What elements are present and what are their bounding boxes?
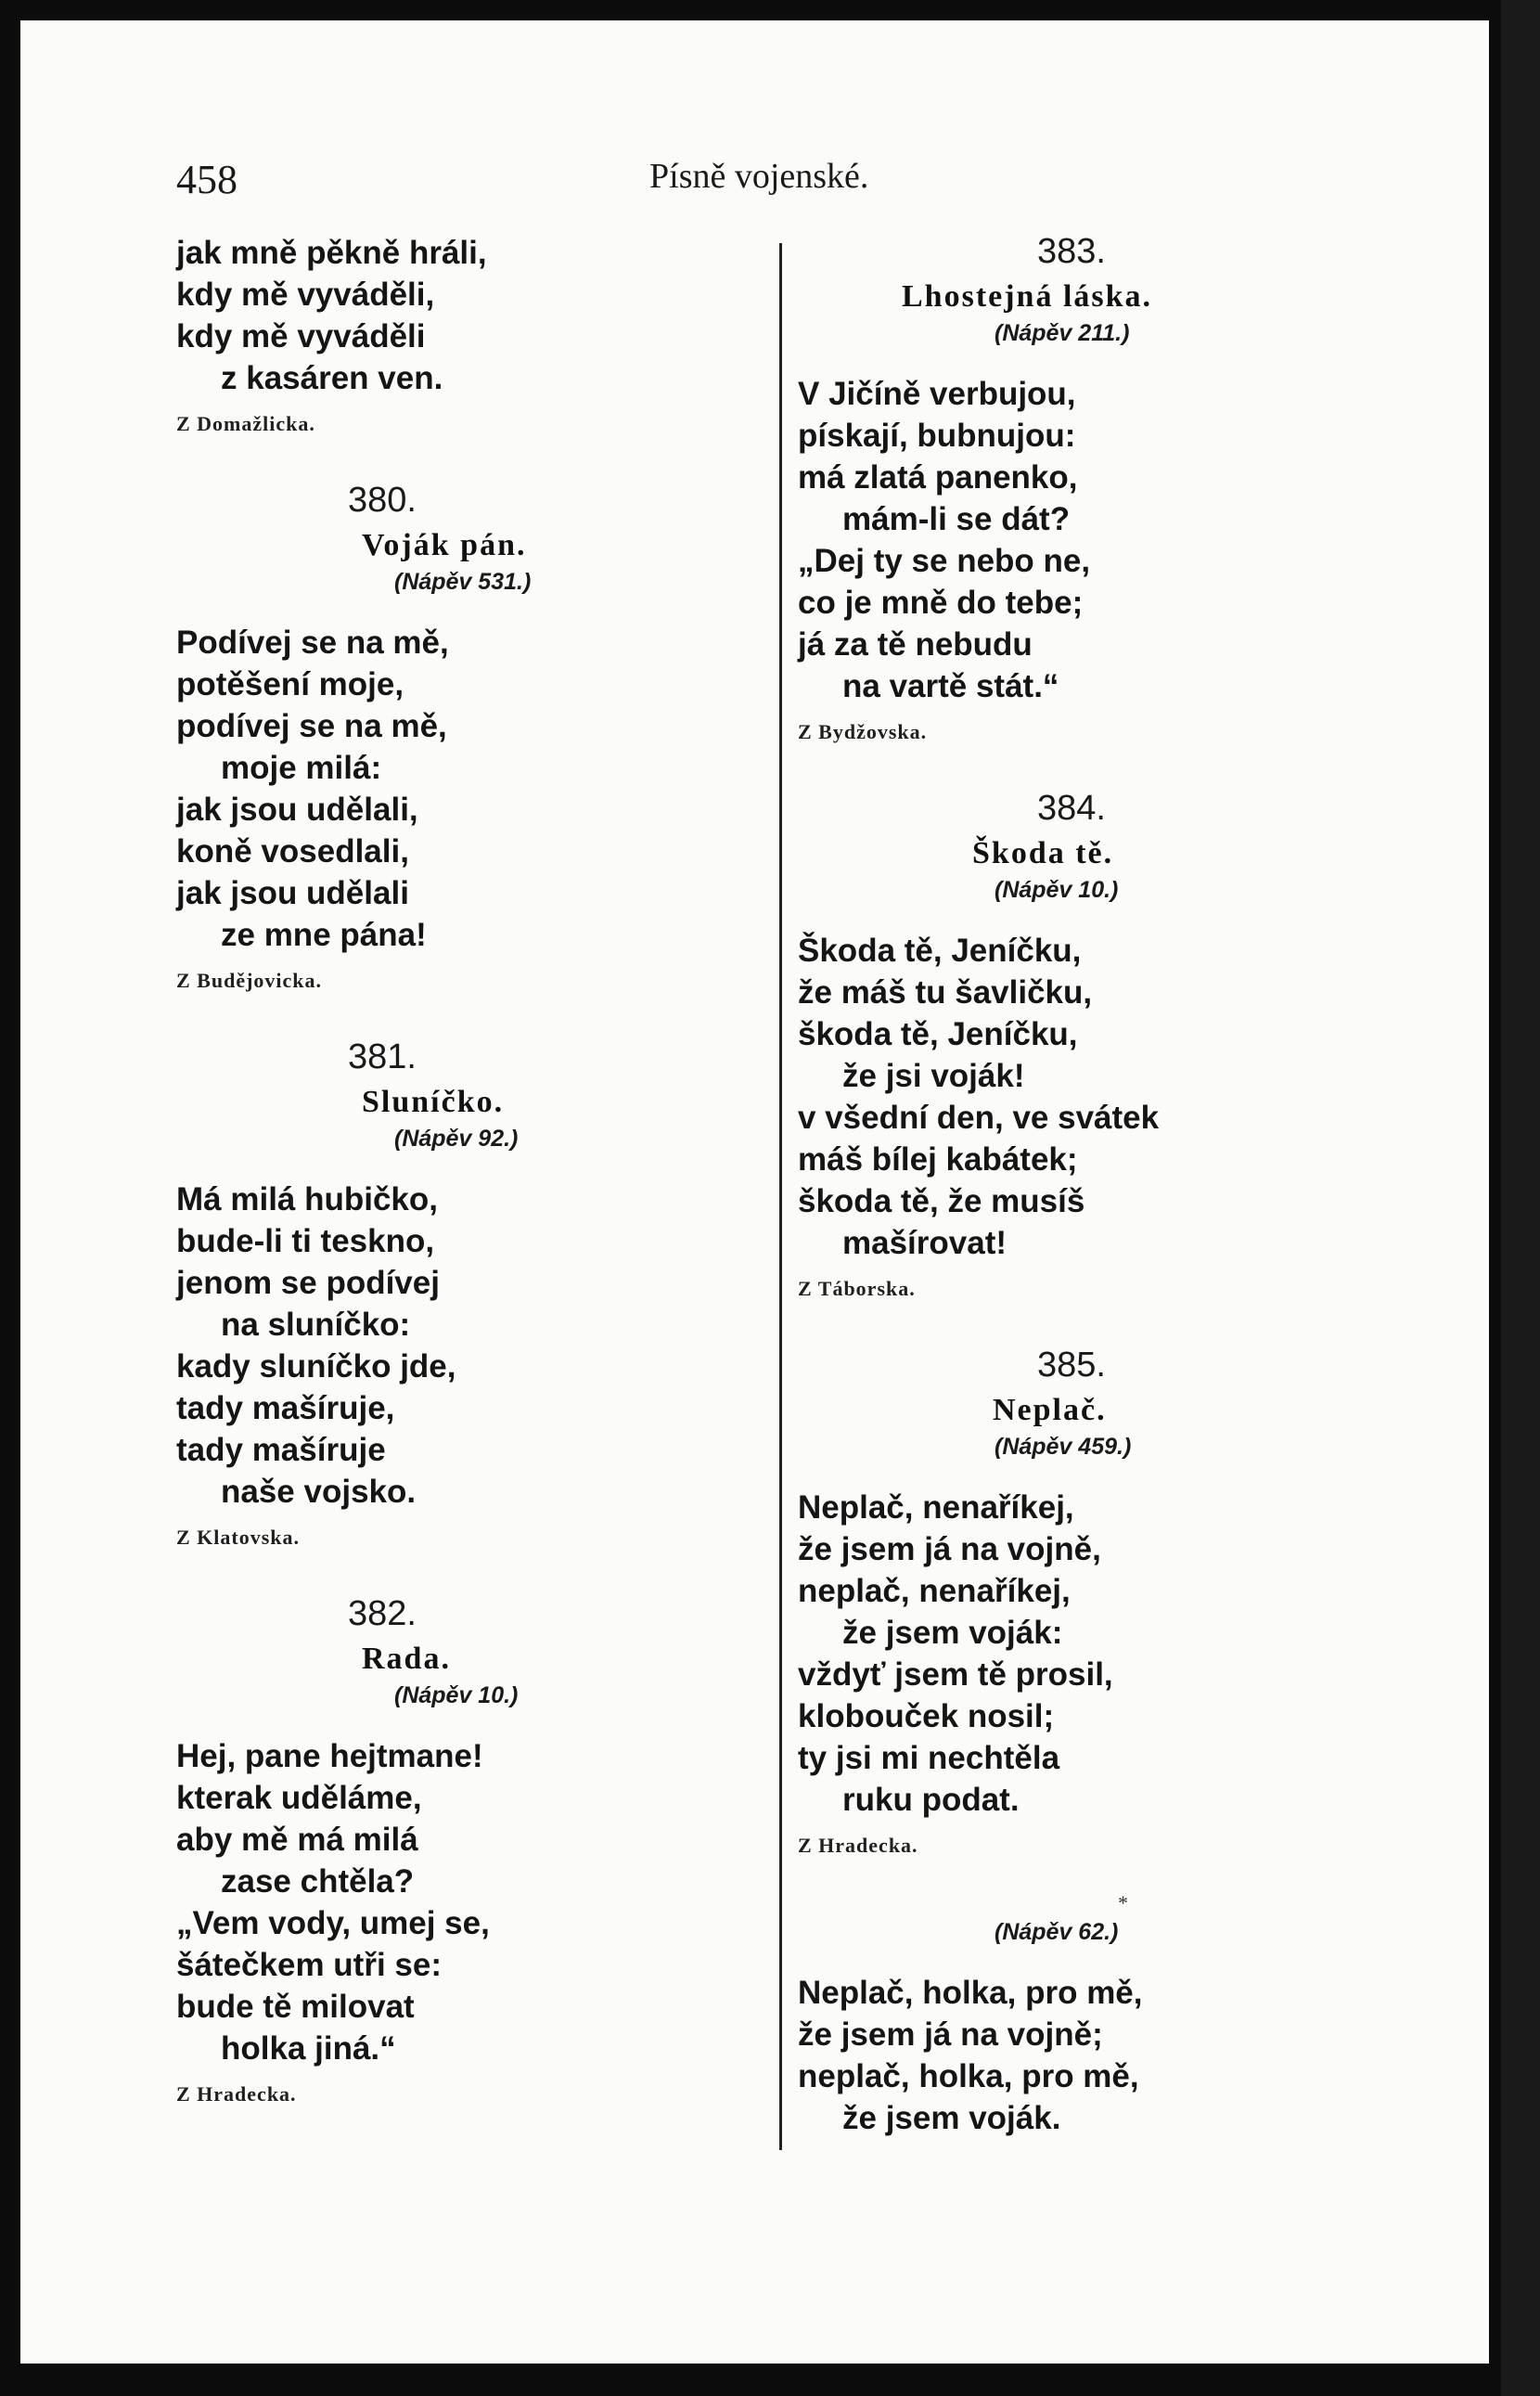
verse-line: že jsem voják.: [842, 2100, 1061, 2136]
verse-line: vždyť jsem tě prosil,: [798, 1656, 1113, 1693]
verse-line: jak jsou udělali: [176, 875, 409, 911]
song-tune: (Nápěv 62.): [995, 1919, 1119, 1945]
verse-line: ze mne pána!: [221, 917, 427, 953]
verse-line: Má milá hubičko,: [176, 1181, 438, 1217]
song-title: Neplač.: [993, 1393, 1107, 1427]
song-tune: (Nápěv 10.): [394, 1682, 519, 1708]
verse-line: holka jiná.“: [221, 2030, 396, 2067]
song-number: 380.: [348, 481, 417, 520]
song-number: 382.: [348, 1594, 417, 1633]
verse-line: z kasáren ven.: [221, 360, 443, 396]
verse-line: moje milá:: [221, 750, 382, 786]
left-column: [176, 232, 751, 2106]
song-source: Z Hradecka.: [176, 2082, 297, 2106]
verse-line: šátečkem utři se:: [176, 1947, 442, 1983]
song-source: Z Budějovicka.: [176, 969, 323, 992]
verse-line: kady sluníčko jde,: [176, 1348, 456, 1385]
verse-line: že jsem já na vojně,: [798, 1531, 1101, 1567]
song-number: 383.: [1037, 232, 1106, 271]
verse-line: koně vosedlali,: [176, 833, 409, 870]
verse-line: pískají, bubnujou:: [798, 418, 1076, 454]
verse-line: podívej se na mě,: [176, 708, 447, 744]
verse-line: má zlatá panenko,: [798, 459, 1078, 496]
verse-line: jak mně pěkně hráli,: [176, 235, 487, 271]
verse-line: zase chtěla?: [221, 1863, 415, 1900]
song-source: Z Táborska.: [798, 1277, 916, 1300]
variant-marker: *: [1118, 1891, 1128, 1914]
verse-line: že jsem voják:: [842, 1615, 1063, 1651]
song-source: Z Hradecka.: [798, 1834, 918, 1857]
verse-line: bude-li ti teskno,: [176, 1223, 435, 1259]
verse-line: klobouček nosil;: [798, 1698, 1055, 1734]
song-tune: (Nápěv 531.): [394, 569, 532, 595]
song-title: Voják pán.: [362, 528, 527, 562]
song-source: Z Klatovska.: [176, 1526, 301, 1549]
song-source: Z Domažlicka.: [176, 412, 315, 435]
verse-line: „Vem vody, umej se,: [176, 1905, 490, 1941]
verse-line: naše vojsko.: [221, 1474, 417, 1510]
verse-line: na vartě stát.“: [842, 668, 1059, 704]
song-number: 385.: [1037, 1346, 1106, 1385]
verse-line: tady mašíruje,: [176, 1390, 395, 1426]
right-column: [798, 232, 1280, 2139]
song-title: Sluníčko.: [362, 1085, 505, 1119]
verse-line: na sluníčko:: [221, 1307, 411, 1343]
song-tune: (Nápěv 459.): [995, 1434, 1132, 1460]
song-title: Rada.: [362, 1642, 451, 1676]
column-divider: [779, 243, 782, 2150]
verse-line: škoda tě, Jeníčku,: [798, 1016, 1078, 1052]
verse-line: kdy mě vyváděli,: [176, 277, 435, 313]
verse-line: co je mně do tebe;: [798, 585, 1084, 621]
song-number: 381.: [348, 1037, 417, 1076]
song-tune: (Nápěv 10.): [995, 877, 1119, 903]
running-header-title: Písně vojenské.: [649, 157, 869, 196]
verse-line: V Jičíně verbujou,: [798, 376, 1076, 412]
verse-line: mašírovat!: [842, 1225, 1007, 1261]
song-number: 384.: [1037, 789, 1106, 828]
page-number: 458: [176, 157, 237, 202]
verse-line: potěšení moje,: [176, 666, 404, 702]
song-tune: (Nápěv 211.): [995, 320, 1130, 346]
verse-line: Hej, pane hejtmane!: [176, 1738, 483, 1774]
verse-line: máš bílej kabátek;: [798, 1141, 1078, 1178]
verse-line: Neplač, nenaříkej,: [798, 1489, 1074, 1526]
verse-line: tady mašíruje: [176, 1432, 386, 1468]
song-source: Z Bydžovska.: [798, 720, 928, 743]
verse-line: bude tě milovat: [176, 1989, 415, 2025]
verse-line: ty jsi mi nechtěla: [798, 1740, 1060, 1776]
song-tune: (Nápěv 92.): [394, 1126, 519, 1152]
verse-line: že máš tu šavličku,: [798, 974, 1093, 1011]
verse-line: škoda tě, že musíš: [798, 1183, 1085, 1219]
verse-line: jak jsou udělali,: [176, 792, 418, 828]
verse-line: aby mě má milá: [176, 1822, 418, 1858]
verse-line: že jsem já na vojně;: [798, 2016, 1103, 2053]
song-title: Lhostejná láska.: [902, 279, 1153, 314]
verse-line: mám-li se dát?: [842, 501, 1071, 537]
verse-line: v všední den, ve svátek: [798, 1100, 1160, 1136]
verse-line: „Dej ty se nebo ne,: [798, 543, 1091, 579]
verse-line: Podívej se na mě,: [176, 625, 449, 661]
verse-line: Neplač, holka, pro mě,: [798, 1975, 1143, 2011]
verse-line: jenom se podívej: [176, 1265, 440, 1301]
song-title: Škoda tě.: [972, 836, 1114, 870]
verse-line: kdy mě vyváděli: [176, 318, 426, 354]
verse-line: neplač, nenaříkej,: [798, 1573, 1071, 1609]
verse-line: neplač, holka, pro mě,: [798, 2058, 1139, 2094]
verse-line: ruku podat.: [842, 1782, 1020, 1818]
verse-line: Škoda tě, Jeníčku,: [798, 933, 1082, 969]
verse-line: že jsi voják!: [842, 1058, 1025, 1094]
book-spine-edge: [1501, 0, 1540, 2396]
verse-line: kterak uděláme,: [176, 1780, 422, 1816]
verse-line: já za tě nebudu: [798, 626, 1033, 663]
